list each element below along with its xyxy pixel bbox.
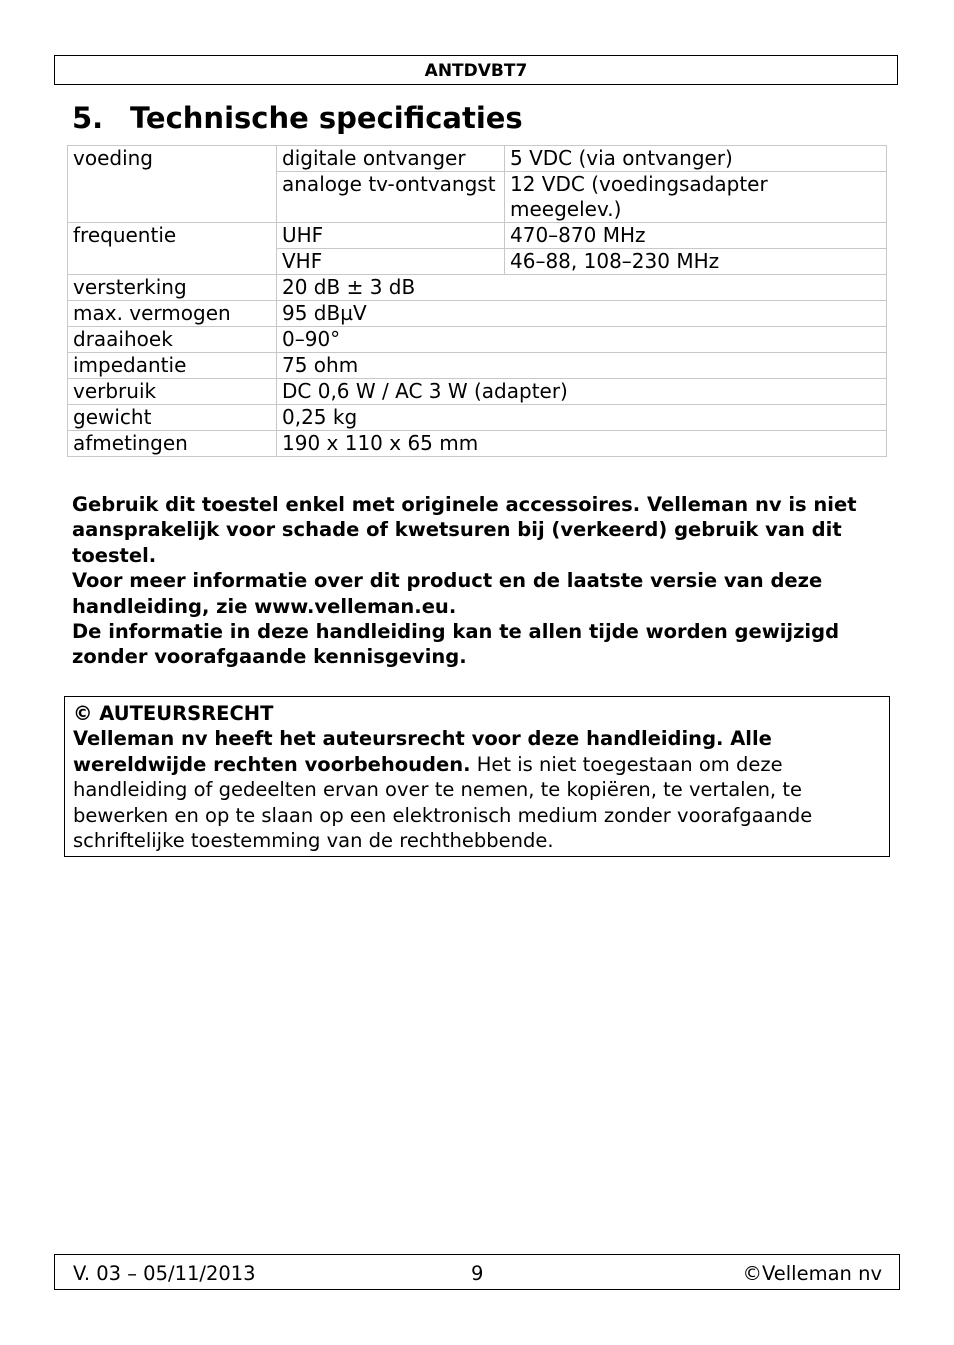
notice-accessories: Gebruik dit toestel enkel met originele accessoires. Velleman nv is niet aansprakelijk voor schade of kwetsuren bij (verkeerd) gebruik van dit toestel. (72, 493, 857, 567)
spec-label: impedantie (68, 353, 277, 379)
spec-value: 95 dBµV (277, 301, 887, 327)
spec-value: 470–870 MHz (505, 223, 887, 249)
table-row (68, 353, 887, 379)
table-row (68, 405, 887, 431)
spec-value: 20 dB ± 3 dB (277, 275, 887, 301)
spec-label: verbruik (68, 379, 277, 405)
table-row (68, 379, 887, 405)
page-number: 9 (471, 1262, 484, 1285)
spec-value: 46–88, 108–230 MHz (505, 249, 887, 275)
spec-subtype: UHF (277, 223, 505, 249)
spec-value: 12 VDC (voedingsadapter meegelev.) (505, 172, 887, 223)
notice-more-info: Voor meer informatie over dit product en de laatste versie van deze handleiding, zie www.velleman.eu. (72, 569, 823, 618)
model-name: ANTDVBT7 (424, 61, 528, 81)
spec-subtype: digitale ontvanger (277, 146, 505, 172)
table-row (68, 327, 887, 353)
table-row (68, 146, 887, 172)
spec-label: draaihoek (68, 327, 277, 353)
spec-value: 190 x 110 x 65 mm (277, 431, 887, 457)
table-row (68, 275, 887, 301)
spec-label: frequentie (68, 223, 277, 275)
spec-value: 75 ohm (277, 353, 887, 379)
footer-copyright: ©Velleman nv (742, 1262, 882, 1285)
spec-subtype: VHF (277, 249, 505, 275)
copyright-box (64, 696, 890, 857)
table-row (68, 431, 887, 457)
notice-disclaimer: De informatie in deze handleiding kan te allen tijde worden gewijzigd zonder voorafgaande kennisgeving. (72, 620, 840, 669)
copyright-text: Het is niet toegestaan om deze handleiding of gedeelten ervan over te nemen, te kopiëren, te vertalen, te bewerken en op te slaan op een elektronisch medium zonder voorafgaande schriftelijke toestemming van de rechthebbende. (73, 752, 813, 853)
spec-label: versterking (68, 275, 277, 301)
spec-label: gewicht (68, 405, 277, 431)
footer-version: V. 03 – 05/11/2013 (73, 1262, 256, 1285)
spec-value: DC 0,6 W / AC 3 W (adapter) (277, 379, 887, 405)
section-title-text: Technische specificaties (130, 101, 523, 135)
spec-subtype: analoge tv-ontvangst (277, 172, 505, 223)
section-number: 5. (72, 101, 104, 135)
spec-value: 0–90° (277, 327, 887, 353)
spec-label: max. vermogen (68, 301, 277, 327)
copyright-bold-text: Velleman nv heeft het auteursrecht voor deze handleiding. Alle wereldwijde rechten voorbehouden. (73, 727, 772, 776)
usage-notice (72, 492, 882, 670)
spec-value: 5 VDC (via ontvanger) (505, 146, 887, 172)
spec-label: voeding (68, 146, 277, 223)
page-header (54, 55, 898, 85)
section-title (72, 98, 523, 138)
spec-label: afmetingen (68, 431, 277, 457)
spec-table (67, 145, 887, 457)
copyright-heading: © AUTEURSRECHT (73, 702, 274, 725)
table-row (68, 301, 887, 327)
table-row (68, 223, 887, 249)
page-footer (54, 1254, 900, 1290)
spec-value: 0,25 kg (277, 405, 887, 431)
